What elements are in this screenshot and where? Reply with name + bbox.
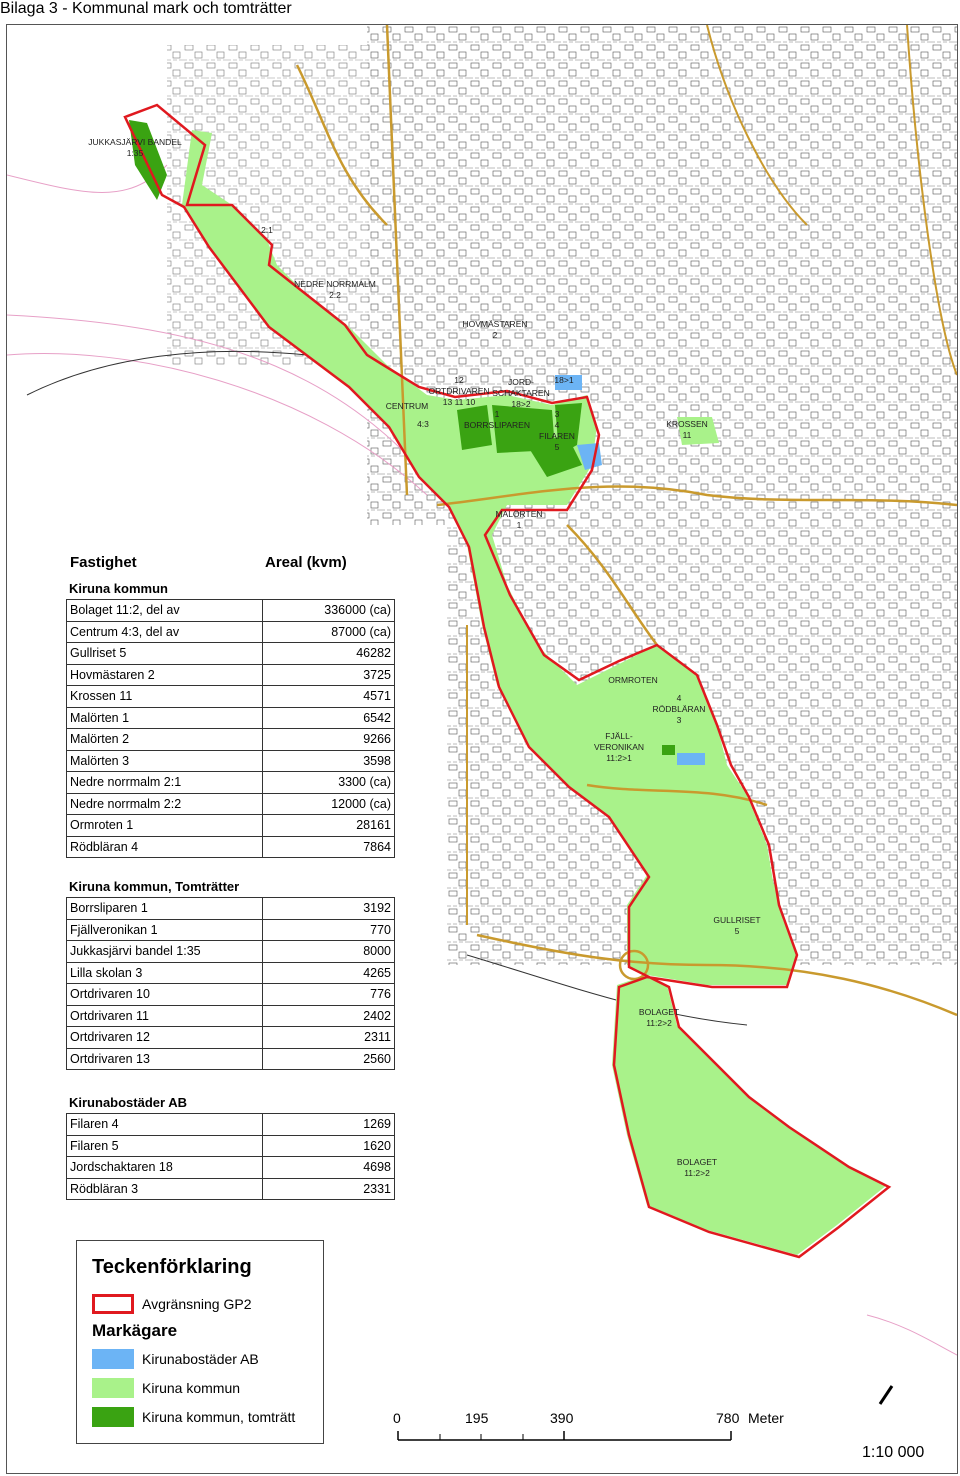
section-title: Kiruna kommun, Tomträtter <box>69 879 240 894</box>
section-title: Kirunabostäder AB <box>69 1095 187 1110</box>
property-area: 1620 <box>263 1136 395 1157</box>
property-name: Centrum 4:3, del av <box>66 622 263 643</box>
table-row <box>66 642 395 664</box>
legend-boundary-label: Avgränsning GP2 <box>142 1296 252 1312</box>
scale-tick-390: 390 <box>550 1410 574 1426</box>
table-section <box>66 578 395 858</box>
property-area: 46282 <box>263 643 395 664</box>
table-row <box>66 1005 395 1027</box>
kirunabostader-rodblaran <box>677 753 705 765</box>
property-area: 4571 <box>263 686 395 707</box>
map-label-filaren: 3 4 FILAREN 5 <box>539 409 575 452</box>
table-row <box>66 771 395 793</box>
property-name: Borrsliparen 1 <box>66 898 263 919</box>
table-row <box>66 919 395 941</box>
table-row <box>66 685 395 707</box>
property-name: Ortdrivaren 13 <box>66 1049 263 1070</box>
legend-owners-title: Markägare <box>92 1321 178 1340</box>
property-name: Ortdrivaren 10 <box>66 984 263 1005</box>
map-label-jordschaktaren: JORD-SCHAKTAREN 18>2 <box>492 377 550 409</box>
property-name: Nedre norrmalm 2:2 <box>66 794 263 815</box>
map-label-borrsliparen: 1 BORRSLIPAREN <box>464 409 530 430</box>
property-name: Rödbläran 3 <box>66 1179 263 1200</box>
property-area: 3725 <box>263 665 395 686</box>
property-area: 8000 <box>263 941 395 962</box>
property-area: 28161 <box>263 815 395 836</box>
map-label-centrum-num: 4:3 <box>417 419 429 429</box>
property-name: Gullriset 5 <box>66 643 263 664</box>
tomtratt-swatch <box>92 1407 134 1427</box>
table-row <box>66 707 395 729</box>
table-header <box>70 552 400 574</box>
map-label-fjallveronikan: FJÄLL-VERONIKAN 11:2>1 <box>593 731 645 763</box>
table-row <box>66 962 395 984</box>
table-header-fastighet: Fastighet <box>70 554 137 571</box>
table-row <box>66 940 395 962</box>
table-row <box>66 897 395 919</box>
table-header-areal: Areal (kvm) <box>265 554 347 571</box>
property-area: 7864 <box>263 837 395 858</box>
kirunabostader-swatch <box>92 1349 134 1369</box>
property-name: Malörten 1 <box>66 708 263 729</box>
map-label-ortdrivaren: 12 ORTDRIVAREN 13 11 10 <box>428 375 490 407</box>
property-name: Malörten 3 <box>66 751 263 772</box>
property-name: Lilla skolan 3 <box>66 963 263 984</box>
table-row <box>66 1178 395 1201</box>
property-area: 2560 <box>263 1049 395 1070</box>
table-row <box>66 1113 395 1135</box>
property-area: 2311 <box>263 1027 395 1048</box>
table-row <box>66 1156 395 1178</box>
property-name: Jordschaktaren 18 <box>66 1157 263 1178</box>
table-section <box>66 1092 395 1200</box>
property-name: Bolaget 11:2, del av <box>66 600 263 621</box>
pink-line <box>867 1315 957 1355</box>
property-name: Nedre norrmalm 2:1 <box>66 772 263 793</box>
property-area: 2331 <box>263 1179 395 1200</box>
scale-unit: Meter <box>748 1410 784 1426</box>
table-row <box>66 1135 395 1157</box>
property-area: 336000 (ca) <box>263 600 395 621</box>
map-label-nedre-norrmalm: NEDRE NORRMALM 2:2 <box>294 279 376 300</box>
section-title: Kiruna kommun <box>69 581 168 596</box>
property-area: 87000 (ca) <box>263 622 395 643</box>
legend-owner-label: Kirunabostäder AB <box>142 1351 259 1367</box>
page-title: Bilaga 3 - Kommunal mark och tomträtter <box>0 0 292 17</box>
property-area: 4698 <box>263 1157 395 1178</box>
north-arrow-icon <box>876 1382 896 1406</box>
property-name: Malörten 2 <box>66 729 263 750</box>
property-area: 770 <box>263 920 395 941</box>
map-label-ormroten: ORMROTEN <box>608 675 658 685</box>
property-name: Ortdrivaren 12 <box>66 1027 263 1048</box>
table-row <box>66 728 395 750</box>
table-section <box>66 876 395 1070</box>
table-row <box>66 1048 395 1071</box>
map-label-gullriset: GULLRISET 5 <box>713 915 761 936</box>
map-label-centrum: CENTRUM <box>385 401 429 411</box>
table-row <box>66 793 395 815</box>
map-label-bolaget-2: BOLAGET 11:2>2 <box>676 1157 718 1178</box>
property-name: Filaren 4 <box>66 1114 263 1135</box>
legend <box>76 1240 324 1444</box>
property-area: 4265 <box>263 963 395 984</box>
map-label-nedre-norrmalm-1: 2:1 <box>261 225 273 235</box>
property-name: Ortdrivaren 11 <box>66 1006 263 1027</box>
table-row <box>66 599 395 621</box>
property-area: 6542 <box>263 708 395 729</box>
property-name: Ormroten 1 <box>66 815 263 836</box>
legend-owner-label: Kiruna kommun, tomträtt <box>142 1409 296 1425</box>
property-name: Fjällveronikan 1 <box>66 920 263 941</box>
map-label-krossen: KROSSEN 11 <box>666 419 708 440</box>
table-row <box>66 750 395 772</box>
property-name: Krossen 11 <box>66 686 263 707</box>
map-label-jukkasjarvi: JUKKASJÄRVI BANDEL 1:35 <box>88 137 182 158</box>
property-area: 1269 <box>263 1114 395 1135</box>
table-row <box>66 814 395 836</box>
table-row <box>66 621 395 643</box>
scale-ratio: 1:10 000 <box>862 1444 925 1461</box>
table-row <box>66 1026 395 1048</box>
map-label-rodblaran: 4 RÖDBLÄRAN 3 <box>652 693 706 725</box>
property-area: 12000 (ca) <box>263 794 395 815</box>
scale-tick-780: 780 <box>716 1410 740 1426</box>
table-row <box>66 836 395 859</box>
property-name: Hovmästaren 2 <box>66 665 263 686</box>
map-label-hovmastaren: HOVMÄSTAREN 2 <box>462 319 528 340</box>
scale-bar <box>390 1428 740 1444</box>
property-area: 776 <box>263 984 395 1005</box>
property-area: 3300 (ca) <box>263 772 395 793</box>
table-row <box>66 983 395 1005</box>
tomtratt-jukkasjarvi <box>129 120 167 200</box>
legend-title: Teckenförklaring <box>92 1256 252 1278</box>
property-area: 2402 <box>263 1006 395 1027</box>
property-name: Rödbläran 4 <box>66 837 263 858</box>
property-area: 3598 <box>263 751 395 772</box>
property-area: 9266 <box>263 729 395 750</box>
tomtratt-fjallveronikan <box>662 745 675 755</box>
property-area: 3192 <box>263 898 395 919</box>
kommun-swatch <box>92 1378 134 1398</box>
scale-tick-0: 0 <box>393 1410 401 1426</box>
scale-tick-195: 195 <box>465 1410 489 1426</box>
table-row <box>66 664 395 686</box>
map-label-bolaget-1: BOLAGET 11:2>2 <box>638 1007 680 1028</box>
boundary-swatch <box>92 1294 134 1314</box>
map-label-jord-18-1: 18>1 <box>554 375 574 385</box>
map-label-malorten: MALÖRTEN 1 <box>495 509 543 530</box>
legend-owner-label: Kiruna kommun <box>142 1380 241 1396</box>
property-name: Filaren 5 <box>66 1136 263 1157</box>
property-name: Jukkasjärvi bandel 1:35 <box>66 941 263 962</box>
